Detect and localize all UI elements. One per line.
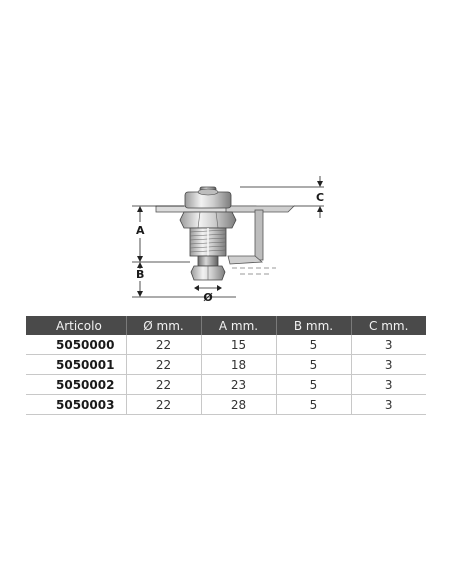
col-header-diameter: Ø mm.: [126, 316, 201, 335]
dimension-label-c: C: [316, 191, 325, 204]
cell-diameter: 22: [126, 375, 201, 395]
table-row: [26, 335, 426, 355]
cell-a: 28: [201, 395, 276, 415]
cell-c: 3: [351, 395, 426, 415]
lock-head: [185, 187, 231, 208]
cell-b: 5: [276, 375, 351, 395]
cell-a: 23: [201, 375, 276, 395]
cell-a: 15: [201, 335, 276, 355]
cell-c: 3: [351, 375, 426, 395]
cell-c: 3: [351, 335, 426, 355]
cell-a: 18: [201, 355, 276, 375]
cell-b: 5: [276, 395, 351, 415]
dimension-label-b: B: [136, 268, 145, 281]
table-row: [26, 355, 426, 375]
dimension-label-diameter: Ø: [203, 291, 213, 304]
hex-nut: [180, 212, 236, 228]
table-row: [26, 395, 426, 415]
cam-shaft: [191, 256, 225, 280]
dimension-label-a: A: [136, 224, 145, 237]
table-header-row: [26, 316, 426, 335]
cell-diameter: 22: [126, 335, 201, 355]
cell-b: 5: [276, 355, 351, 375]
cell-articolo: 5050001: [26, 355, 126, 375]
col-header-a: A mm.: [201, 316, 276, 335]
col-header-articolo: Articolo: [26, 316, 126, 335]
spec-table: [26, 316, 426, 415]
cell-articolo: 5050002: [26, 375, 126, 395]
cell-diameter: 22: [126, 395, 201, 415]
cell-diameter: 22: [126, 355, 201, 375]
cell-c: 3: [351, 355, 426, 375]
cell-articolo: 5050000: [26, 335, 126, 355]
cell-b: 5: [276, 335, 351, 355]
col-header-c: C mm.: [351, 316, 426, 335]
threaded-body: [190, 228, 226, 256]
table-row: [26, 375, 426, 395]
col-header-b: B mm.: [276, 316, 351, 335]
cell-articolo: 5050003: [26, 395, 126, 415]
